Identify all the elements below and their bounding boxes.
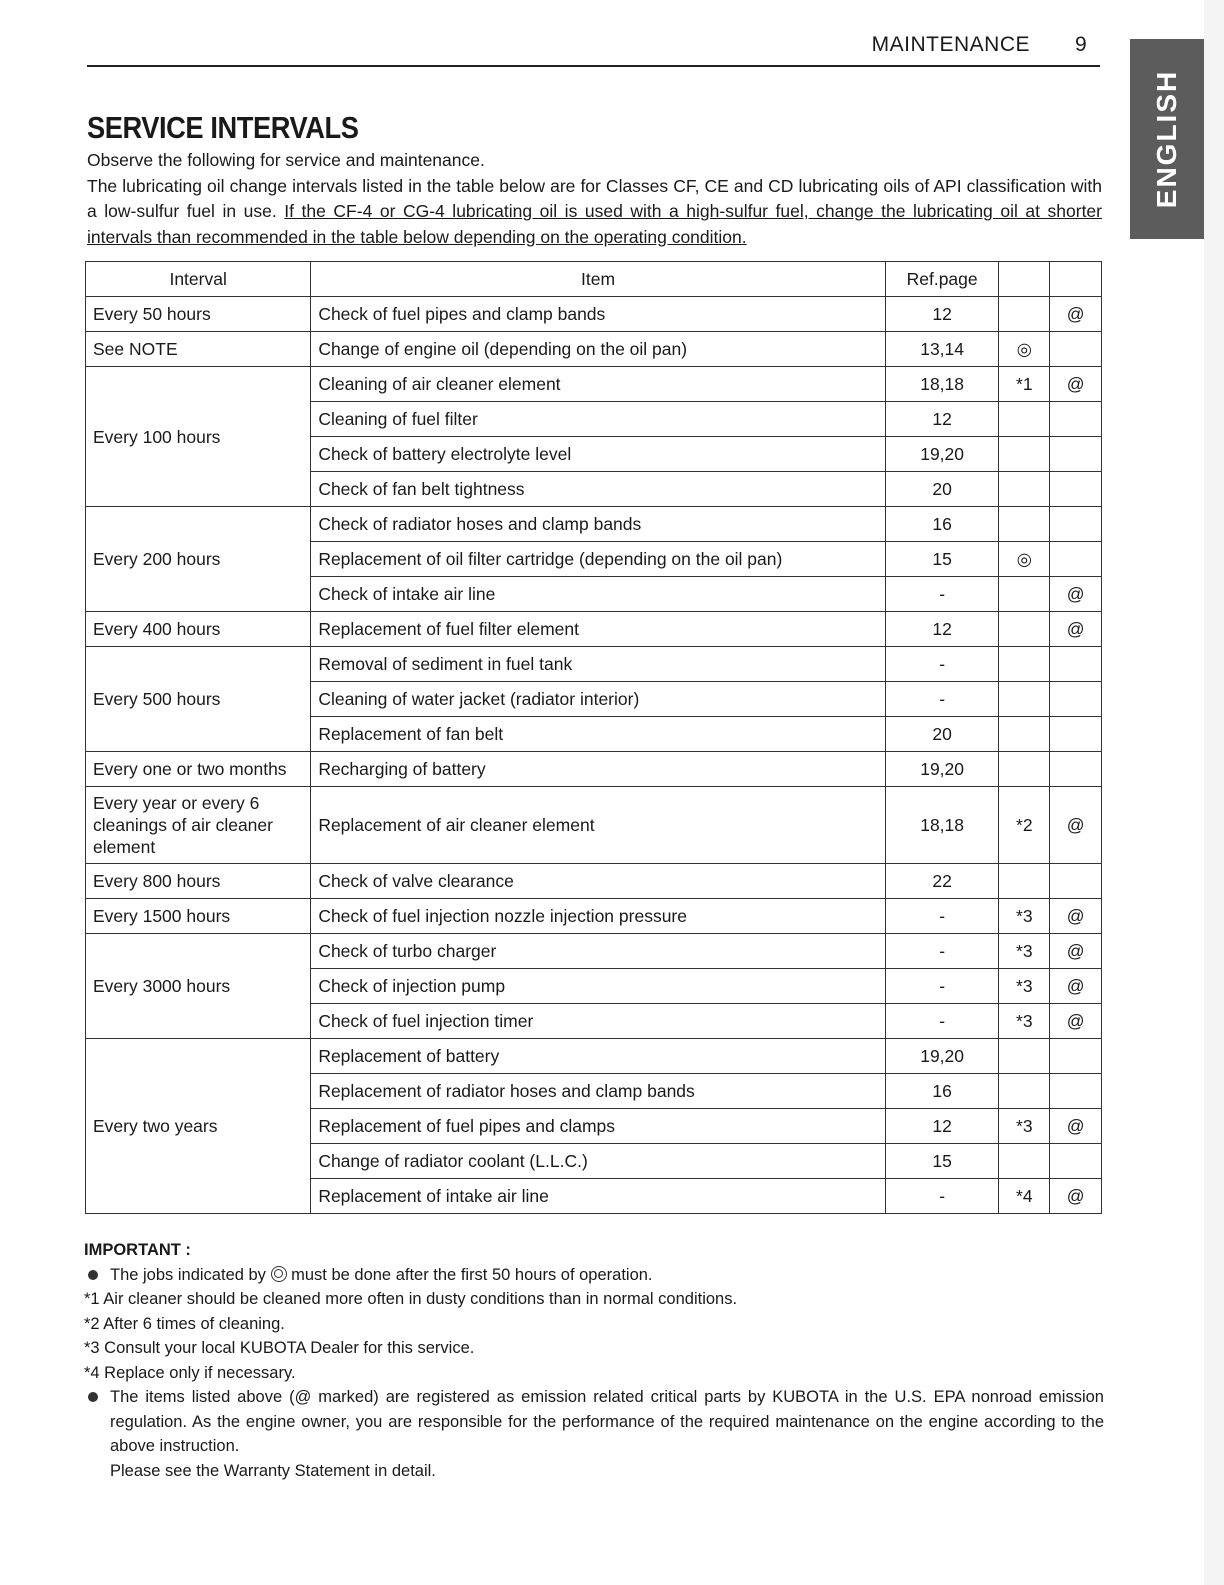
important-notes: [84, 1238, 1104, 1483]
ref-page-cell: 22: [885, 864, 999, 899]
item-cell: Check of intake air line: [311, 577, 885, 612]
note-mark-cell: *1: [999, 367, 1050, 402]
footnote: *4 Replace only if necessary.: [84, 1363, 296, 1382]
interval-cell: Every 50 hours: [86, 297, 311, 332]
ref-page-cell: 15: [885, 542, 999, 577]
ref-page-cell: -: [885, 899, 999, 934]
note-mark-cell: *3: [999, 1004, 1050, 1039]
intro-line: Observe the following for service and maintenance.: [87, 150, 485, 170]
table-row: [86, 752, 1102, 787]
interval-cell: See NOTE: [86, 332, 311, 367]
item-cell: Check of fan belt tightness: [311, 472, 885, 507]
intro-text: [87, 148, 1102, 250]
interval-cell: Every 800 hours: [86, 864, 311, 899]
ref-page-cell: 16: [885, 1074, 999, 1109]
page-edge: [1204, 0, 1224, 1585]
ref-page-cell: 20: [885, 717, 999, 752]
emission-mark-cell: @: [1050, 1109, 1102, 1144]
interval-cell: Every 200 hours: [86, 507, 311, 612]
interval-cell: Every year or every 6 cleanings of air cleaner element: [86, 787, 311, 864]
note-mark-cell: ◎: [999, 332, 1050, 367]
item-cell: Check of fuel injection nozzle injection pressure: [311, 899, 885, 934]
note-mark-cell: *4: [999, 1179, 1050, 1214]
emission-note: [84, 1385, 1104, 1483]
ref-page-header: Ref.page: [885, 262, 999, 297]
table-row: [86, 297, 1102, 332]
ref-page-cell: 18,18: [885, 787, 999, 864]
interval-cell: Every one or two months: [86, 752, 311, 787]
emission-mark-cell: @: [1050, 1004, 1102, 1039]
note-mark-cell: *3: [999, 1109, 1050, 1144]
note-mark-cell: ◎: [999, 542, 1050, 577]
ref-page-cell: -: [885, 577, 999, 612]
emission-mark-cell: [1050, 752, 1102, 787]
item-cell: Check of battery electrolyte level: [311, 437, 885, 472]
emission-mark-cell: [1050, 332, 1102, 367]
language-tab-label: ENGLISH: [1151, 69, 1182, 209]
page-number: 9: [1075, 33, 1087, 56]
note-mark-cell: [999, 717, 1050, 752]
intro-underlined-text: If the CF-4 or CG-4 lubricating oil is used with a high-sulfur fuel, change the lubricating oil at shorter intervals than recommended in the table below depending on the operating condition.: [87, 201, 1102, 247]
note-mark-cell: [999, 647, 1050, 682]
note-mark-cell: [999, 1074, 1050, 1109]
table-row: [86, 332, 1102, 367]
emission-mark-cell: [1050, 402, 1102, 437]
emission-mark-cell: @: [1050, 969, 1102, 1004]
service-interval-table: [85, 261, 1102, 1214]
interval-header: Interval: [86, 262, 311, 297]
table-row: [86, 612, 1102, 647]
footnote: *3 Consult your local KUBOTA Dealer for this service.: [84, 1339, 475, 1357]
page-title: SERVICE INTERVALS: [87, 110, 359, 145]
item-cell: Recharging of battery: [311, 752, 885, 787]
emission-mark-cell: [1050, 507, 1102, 542]
item-cell: Replacement of fuel pipes and clamps: [311, 1109, 885, 1144]
ref-page-cell: -: [885, 1179, 999, 1214]
item-cell: Check of radiator hoses and clamp bands: [311, 507, 885, 542]
ref-page-cell: 12: [885, 402, 999, 437]
language-tab: [1130, 39, 1204, 239]
ref-page-cell: 19,20: [885, 437, 999, 472]
item-cell: Replacement of radiator hoses and clamp bands: [311, 1074, 885, 1109]
emission-mark-cell: [1050, 1039, 1102, 1074]
ref-page-cell: 20: [885, 472, 999, 507]
emission-mark-cell: @: [1050, 1179, 1102, 1214]
emission-mark-cell: [1050, 437, 1102, 472]
emission-mark-cell: [1050, 1074, 1102, 1109]
note-mark-cell: [999, 612, 1050, 647]
ref-page-cell: -: [885, 1004, 999, 1039]
table-row: [86, 787, 1102, 864]
ref-page-cell: 15: [885, 1144, 999, 1179]
note-mark-cell: [999, 864, 1050, 899]
note-mark-cell: *2: [999, 787, 1050, 864]
emission-mark-cell: [1050, 717, 1102, 752]
item-cell: Replacement of oil filter cartridge (depending on the oil pan): [311, 542, 885, 577]
emission-mark-cell: @: [1050, 787, 1102, 864]
footnote: *2 After 6 times of cleaning.: [84, 1314, 285, 1333]
double-circle-icon: [271, 1266, 287, 1282]
item-cell: Check of turbo charger: [311, 934, 885, 969]
note-mark-cell: [999, 682, 1050, 717]
emission-header: [1050, 262, 1102, 297]
interval-cell: Every 100 hours: [86, 367, 311, 507]
item-cell: Cleaning of fuel filter: [311, 402, 885, 437]
note-mark-cell: [999, 297, 1050, 332]
intro-paragraph: [87, 174, 1102, 251]
table-body: [86, 297, 1102, 1214]
ref-page-cell: 19,20: [885, 1039, 999, 1074]
ref-page-cell: 12: [885, 612, 999, 647]
note-mark-cell: [999, 472, 1050, 507]
header-divider: [87, 65, 1100, 67]
item-cell: Check of valve clearance: [311, 864, 885, 899]
note-mark-cell: *3: [999, 934, 1050, 969]
item-cell: Cleaning of water jacket (radiator interior): [311, 682, 885, 717]
item-cell: Cleaning of air cleaner element: [311, 367, 885, 402]
ref-page-cell: 16: [885, 507, 999, 542]
interval-cell: Every 400 hours: [86, 612, 311, 647]
item-header: Item: [311, 262, 885, 297]
table-header-row: [86, 262, 1102, 297]
mark-header: [999, 262, 1050, 297]
table-row: [86, 367, 1102, 402]
ref-page-cell: -: [885, 969, 999, 1004]
emission-mark-cell: [1050, 1144, 1102, 1179]
note-mark-cell: [999, 437, 1050, 472]
intro-plain-text: The lubricating oil change intervals listed in the table below are for Classes CF, CE and CD lubricating oils of API classification with a low-sulfur fuel in use.: [87, 175, 1102, 221]
warranty-note-text: Please see the Warranty Statement in detail.: [110, 1461, 436, 1480]
emission-mark-cell: @: [1050, 367, 1102, 402]
ref-page-cell: -: [885, 934, 999, 969]
ref-page-cell: 18,18: [885, 367, 999, 402]
note-mark-cell: [999, 1144, 1050, 1179]
ref-page-cell: 12: [885, 1109, 999, 1144]
table-row: [86, 864, 1102, 899]
note-mark-cell: [999, 507, 1050, 542]
bullet-icon: [88, 1270, 98, 1280]
item-cell: Replacement of fan belt: [311, 717, 885, 752]
emission-mark-cell: [1050, 472, 1102, 507]
interval-cell: Every 500 hours: [86, 647, 311, 752]
item-cell: Replacement of fuel filter element: [311, 612, 885, 647]
ref-page-cell: -: [885, 682, 999, 717]
emission-mark-cell: [1050, 542, 1102, 577]
important-title: IMPORTANT :: [84, 1241, 191, 1259]
emission-note-text: The items listed above (@ marked) are registered as emission related critical parts by KUBOTA in the U.S. EPA nonroad emission regulation. As the engine owner, you are responsible for the performance of the required maintenance on the engine according to the above instruction.: [110, 1388, 1104, 1455]
item-cell: Replacement of intake air line: [311, 1179, 885, 1214]
emission-mark-cell: @: [1050, 577, 1102, 612]
bullet-icon: [88, 1392, 98, 1402]
item-cell: Check of injection pump: [311, 969, 885, 1004]
ref-page-cell: 19,20: [885, 752, 999, 787]
note-mark-cell: [999, 1039, 1050, 1074]
emission-mark-cell: @: [1050, 899, 1102, 934]
note-mark-cell: [999, 402, 1050, 437]
footnote: *1 Air cleaner should be cleaned more often in dusty conditions than in normal conditions.: [84, 1290, 738, 1308]
note-mark-cell: *3: [999, 969, 1050, 1004]
interval-cell: Every 3000 hours: [86, 934, 311, 1039]
first-50-hours-note: [84, 1263, 1104, 1288]
interval-cell: Every two years: [86, 1039, 311, 1214]
ref-page-cell: 12: [885, 297, 999, 332]
item-cell: Check of fuel pipes and clamp bands: [311, 297, 885, 332]
ref-page-cell: -: [885, 647, 999, 682]
emission-mark-cell: @: [1050, 934, 1102, 969]
table-row: [86, 899, 1102, 934]
emission-mark-cell: [1050, 682, 1102, 717]
emission-mark-cell: @: [1050, 297, 1102, 332]
item-cell: Removal of sediment in fuel tank: [311, 647, 885, 682]
interval-cell: Every 1500 hours: [86, 899, 311, 934]
item-cell: Change of engine oil (depending on the oil pan): [311, 332, 885, 367]
table-row: [86, 507, 1102, 542]
table-row: [86, 1039, 1102, 1074]
note-mark-cell: *3: [999, 899, 1050, 934]
emission-mark-cell: [1050, 864, 1102, 899]
header-section-label: MAINTENANCE: [871, 33, 1030, 56]
first-note-text: The jobs indicated by must be done after the first 50 hours of operation.: [110, 1265, 653, 1284]
note-mark-cell: [999, 577, 1050, 612]
item-cell: Check of fuel injection timer: [311, 1004, 885, 1039]
item-cell: Change of radiator coolant (L.L.C.): [311, 1144, 885, 1179]
emission-mark-cell: [1050, 647, 1102, 682]
item-cell: Replacement of air cleaner element: [311, 787, 885, 864]
table-row: [86, 934, 1102, 969]
emission-mark-cell: @: [1050, 612, 1102, 647]
note-mark-cell: [999, 752, 1050, 787]
item-cell: Replacement of battery: [311, 1039, 885, 1074]
table-row: [86, 647, 1102, 682]
ref-page-cell: 13,14: [885, 332, 999, 367]
